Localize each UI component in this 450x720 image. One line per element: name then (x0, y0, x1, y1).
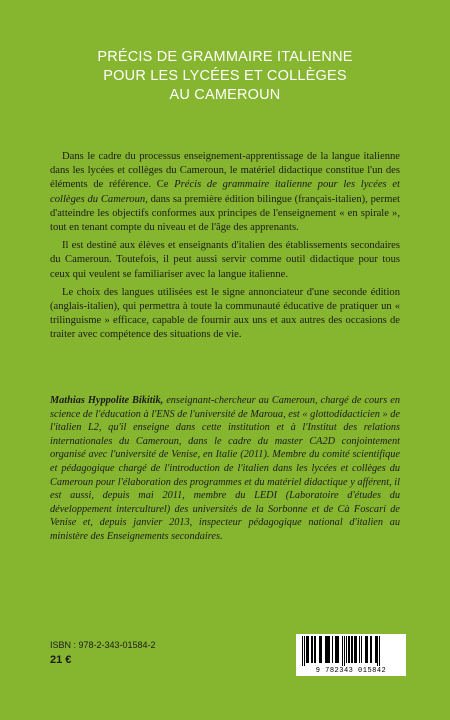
barcode-bar (325, 636, 327, 663)
summary-paragraph-3: Le choix des langues utilisées est le signe annonciateur d'une seconde édition (anglais-italien), qui permettra à toute la communauté éducative de pratiquer un « trilinguisme » efficace, capable de fournir aux uns et aux autres des occasions de traiter avec compétence des situations de vie. (50, 286, 400, 341)
barcode-bar (336, 636, 338, 663)
barcode-bar (355, 636, 357, 663)
summary-p1-start: Dans le cadre du processus enseignement-apprentissage de la langue italienne dans les lycées et collèges du Cameroun, le matériel didactique constitue l'un des éléments de référence. Ce (50, 151, 400, 191)
summary-paragraph-2: Il est destiné aux élèves et enseignants d'italien des établissements secondaires du Cameroun. Toutefois, il peut aussi servir comme outil didactique pour tous ceux qui veulent se familiariser avec la langue italienne. (50, 240, 400, 280)
barcode-bar (304, 636, 305, 666)
summary-paragraph-1 (50, 150, 400, 235)
price: 21 € (50, 654, 72, 666)
barcode-bar (379, 636, 380, 666)
summary-p1-title: Précis de grammaire italienne pour les lycées et collèges du Cameroun (50, 179, 400, 205)
barcode-bar (319, 636, 321, 663)
barcode-bar (329, 636, 330, 663)
barcode-bar (332, 636, 333, 663)
barcode-bars (300, 636, 402, 666)
author-name: Mathias Hyppolite Bikitik, (50, 395, 164, 406)
barcode-bar (342, 636, 343, 666)
barcode-bar (365, 636, 367, 663)
summary-text (50, 150, 400, 347)
barcode-bar (306, 636, 308, 663)
barcode-bar (311, 636, 313, 663)
barcode-bar (338, 636, 339, 663)
barcode-bar (367, 636, 368, 663)
summary-p1-end: , dans sa première édition bilingue (français-italien), permet d'atteindre les objectifs conformes aux principes de l'enseignement « en spirale », tout en tenant compte du niveau et de l'âge des apprenants. (50, 193, 400, 234)
barcode-bar (308, 636, 309, 663)
isbn: ISBN : 978-2-343-01584-2 (50, 640, 156, 650)
barcode-bar (361, 636, 362, 663)
title-line-3: AU CAMEROUN (169, 87, 281, 103)
barcode-number: 9 782343 015842 (315, 667, 387, 675)
author-bio (50, 394, 400, 544)
barcode-bar (315, 636, 316, 663)
barcode-bar (314, 636, 315, 663)
barcode-bar (344, 636, 345, 666)
barcode-bar (348, 636, 350, 663)
barcode-bar (354, 636, 355, 663)
book-title (20, 48, 430, 105)
title-line-2: POUR LES LYCÉES ET COLLÈGES (103, 68, 347, 84)
barcode-bar (346, 636, 347, 663)
barcode-bar (359, 636, 360, 663)
barcode (296, 634, 406, 676)
author-bio-text: enseignant-chercheur au Cameroun, chargé de cours en science de l'éducation à l'ENS de l'université de Maroua, est « glottodidacticien » de l'italien L2, qu'il enseigne dans cette institution et à l'Institut des relations internationales du Cameroun, dans le cadre du master CA2D conjointement organisé avec l'université de Venise, en Italie (2011). Membre du comité scientifique et pédagogique chargé de l'introduction de l'italien dans les lycées et collèges du Cameroun pour l'élaboration des programmes et du matériel didactique y afférent, il est aussi, depuis mai 2011, membre du LEDI (Laboratoire d'études du développement interculturel) des universités de la Sorbonne et de Cà Foscari de Venise et, depuis janvier 2013, inspecteur pédagogique national d'italien au ministère des Enseignements secondaires. (50, 395, 400, 542)
title-line-1: PRÉCIS DE GRAMMAIRE ITALIENNE (97, 49, 353, 65)
barcode-bar (302, 636, 303, 666)
barcode-bar (327, 636, 329, 663)
barcode-bar (375, 636, 377, 663)
barcode-bar (321, 636, 322, 663)
barcode-bar (377, 636, 378, 666)
barcode-bar (351, 636, 353, 663)
barcode-bar (371, 636, 372, 663)
